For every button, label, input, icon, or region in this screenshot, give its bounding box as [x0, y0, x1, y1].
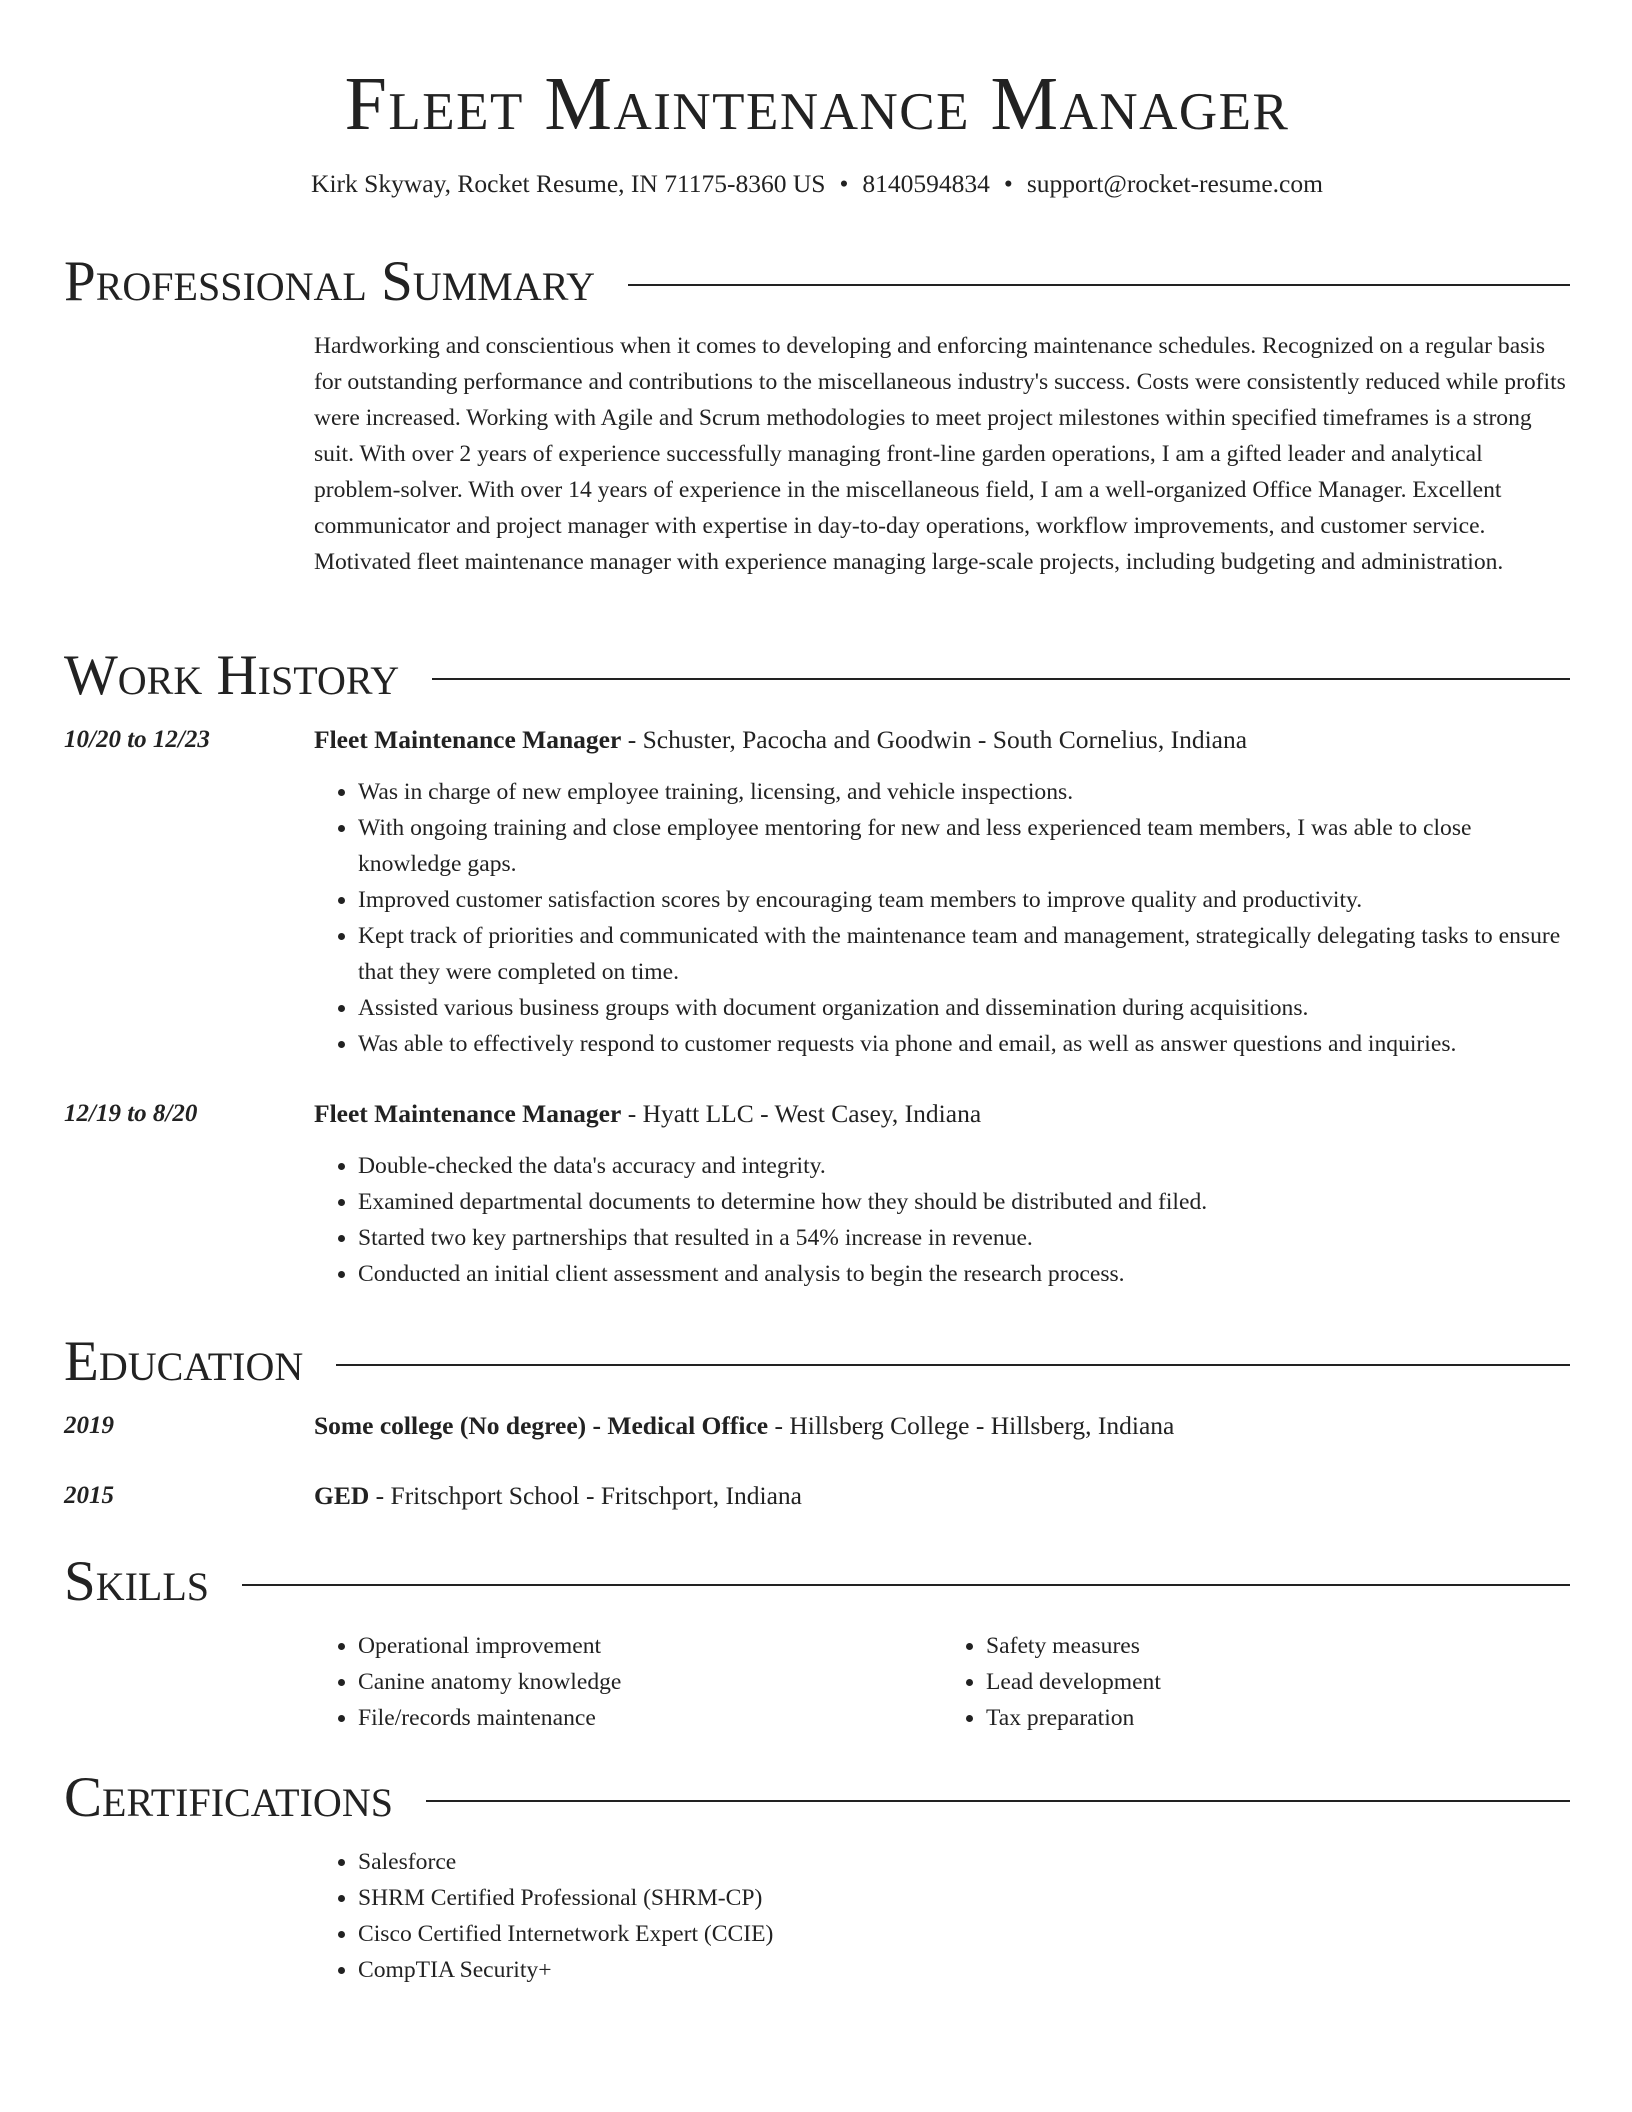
- skill-item: • Tax preparation: [986, 1700, 1570, 1736]
- summary-heading: [64, 250, 1570, 314]
- job-details: - Hyatt LLC - West Casey, Indiana: [621, 1099, 982, 1128]
- skill-item: • File/records maintenance: [358, 1700, 942, 1736]
- job-bullet: • Was able to effectively respond to customer requests via phone and email, as well as answer questions and inquiries.: [358, 1026, 1570, 1062]
- job-bullet: • With ongoing training and close employee mentoring for new and less experienced team members, I was able to close knowledge gaps.: [358, 810, 1570, 882]
- job-dates: 12/19 to 8/20: [64, 1100, 198, 1127]
- job-bullet: • Conducted an initial client assessment and analysis to begin the research process.: [358, 1256, 1570, 1292]
- work-history-section: [64, 644, 1570, 1292]
- job-title: Fleet Maintenance Manager: [314, 1099, 622, 1128]
- summary-section: [64, 250, 1570, 580]
- certifications-section: [64, 1766, 1570, 1988]
- summary-text: Hardworking and conscientious when it comes to developing and enforcing maintenance schedules. Recognized on a regular basis for outstanding performance and contributions to the miscellaneous industry's success. Costs were consistently reduced while profits were increased. Working with Agile and Scrum methodologies to meet project milestones within specified timeframes is a strong suit. With over 2 years of experience successfully managing front-line garden operations, I am a gifted leader and analytical problem-solver. With over 14 years of experience in the miscellaneous field, I am a well-organized Office Manager. Excellent communicator and project manager with expertise in day-to-day operations, workflow improvements, and customer service. Motivated fleet maintenance manager with experience managing large-scale projects, including budgeting and administration.: [314, 333, 1566, 575]
- section-title: Certifications: [64, 1766, 393, 1829]
- job-bullet: • Was in charge of new employee training, licensing, and vehicle inspections.: [358, 774, 1570, 810]
- education-section: [64, 1330, 1570, 1514]
- education-line: [314, 1408, 1174, 1444]
- certification-item: • Salesforce: [358, 1844, 1570, 1880]
- resume-name: Fleet Maintenance Manager: [344, 62, 1290, 146]
- education-heading: [64, 1330, 1570, 1394]
- skills-list-left: [314, 1628, 942, 1736]
- job-title-line: [314, 722, 1247, 758]
- section-divider: [426, 1800, 1570, 1802]
- job-details: - Schuster, Pacocha and Goodwin - South Cornelius, Indiana: [621, 725, 1248, 754]
- contact-separator: •: [839, 169, 849, 198]
- contact-address: Kirk Skyway, Rocket Resume, IN 71175-8360 US: [311, 169, 826, 198]
- skill-item: • Lead development: [986, 1664, 1570, 1700]
- skill-item: • Canine anatomy knowledge: [358, 1664, 942, 1700]
- certifications-list: [314, 1844, 1570, 1988]
- section-title: Work History: [64, 644, 400, 707]
- education-details: - Hillsberg College - Hillsberg, Indiana: [768, 1411, 1175, 1440]
- job-bullets: [314, 1148, 1570, 1292]
- section-divider: [242, 1584, 1570, 1586]
- section-title: Education: [64, 1330, 304, 1393]
- education-degree: Some college (No degree) - Medical Office: [314, 1411, 769, 1440]
- section-title: Professional Summary: [64, 250, 596, 313]
- job-title-line: [314, 1096, 981, 1132]
- section-title: Skills: [64, 1550, 210, 1613]
- section-divider: [336, 1364, 1570, 1366]
- skills-list-right: [942, 1628, 1570, 1736]
- education-degree: GED: [314, 1481, 370, 1510]
- skill-item: • Safety measures: [986, 1628, 1570, 1664]
- contact-phone: 8140594834: [862, 169, 990, 198]
- certification-item: • SHRM Certified Professional (SHRM-CP): [358, 1880, 1570, 1916]
- education-entry: [64, 1478, 1570, 1514]
- contact-separator: •: [1003, 169, 1013, 198]
- skills-columns: [314, 1628, 1570, 1736]
- contact-email: support@rocket-resume.com: [1026, 169, 1323, 198]
- job-bullet: • Examined departmental documents to determine how they should be distributed and filed.: [358, 1184, 1570, 1220]
- certification-item: • CompTIA Security+: [358, 1952, 1570, 1988]
- job-bullet: • Kept track of priorities and communicated with the maintenance team and management, strategically delegating tasks to ensure that they were completed on time.: [358, 918, 1570, 990]
- contact-line: [64, 168, 1570, 200]
- skills-heading: [64, 1550, 1570, 1614]
- section-divider: [628, 284, 1570, 286]
- certifications-heading: [64, 1766, 1570, 1830]
- job-entry: [64, 1096, 1570, 1292]
- section-divider: [432, 678, 1570, 680]
- job-dates: 10/20 to 12/23: [64, 726, 210, 753]
- job-bullet: • Improved customer satisfaction scores by encouraging team members to improve quality and productivity.: [358, 882, 1570, 918]
- job-entry: [64, 722, 1570, 1062]
- job-bullet: • Assisted various business groups with document organization and dissemination during acquisitions.: [358, 990, 1570, 1026]
- education-line: [314, 1478, 802, 1514]
- skills-section: [64, 1550, 1570, 1736]
- skill-item: • Operational improvement: [358, 1628, 942, 1664]
- job-bullet: • Started two key partnerships that resulted in a 54% increase in revenue.: [358, 1220, 1570, 1256]
- education-entry: [64, 1408, 1570, 1444]
- job-bullets: [314, 774, 1570, 1062]
- education-year: 2015: [64, 1482, 114, 1509]
- job-title: Fleet Maintenance Manager: [314, 725, 622, 754]
- education-details: - Fritschport School - Fritschport, Indiana: [369, 1481, 802, 1510]
- education-year: 2019: [64, 1412, 114, 1439]
- job-bullet: • Double-checked the data's accuracy and integrity.: [358, 1148, 1570, 1184]
- certification-item: • Cisco Certified Internetwork Expert (CCIE): [358, 1916, 1570, 1952]
- work-history-heading: [64, 644, 1570, 708]
